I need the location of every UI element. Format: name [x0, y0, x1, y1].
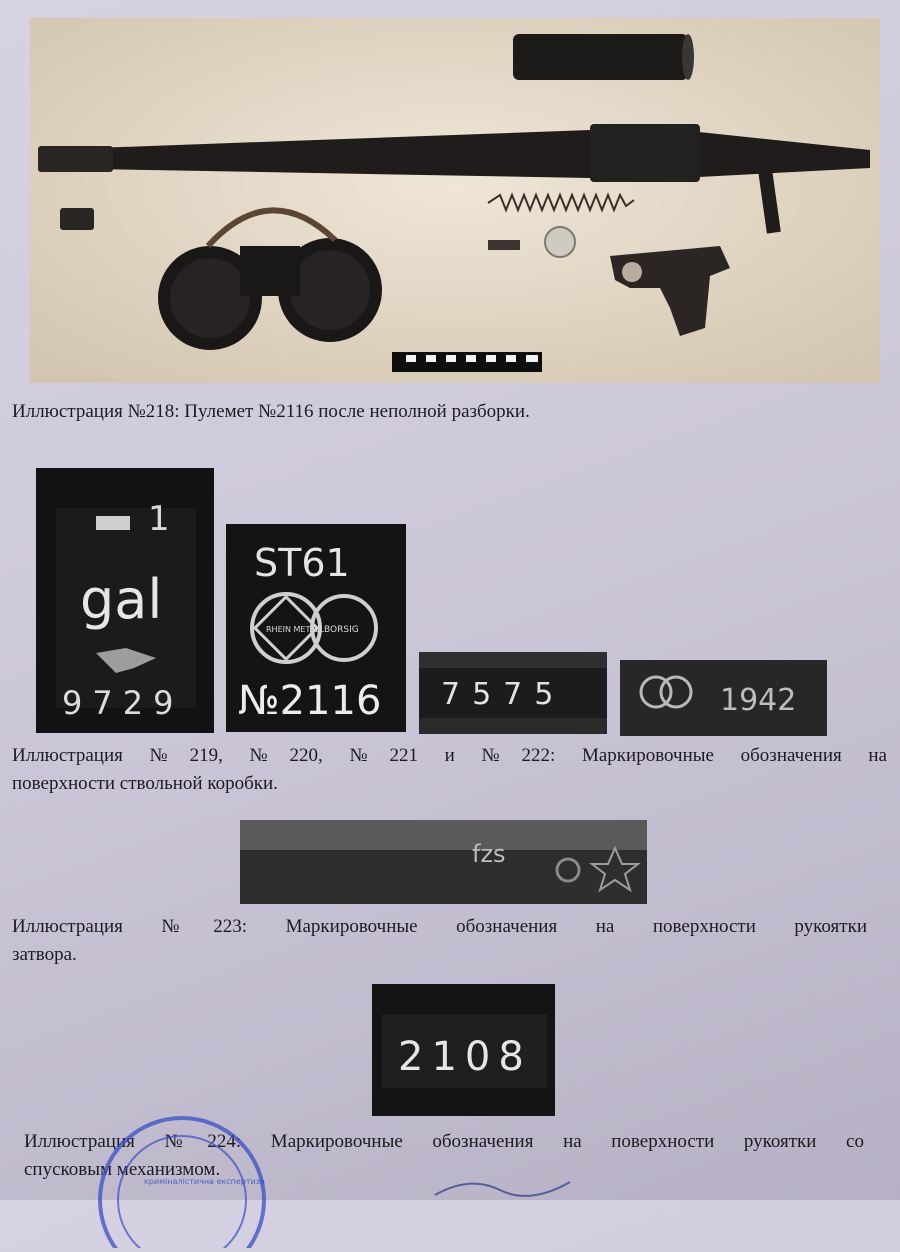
- figure-224-caption-line1: Иллюстрация №224: Маркировочные обозначения на поверхности рукоятки со: [24, 1131, 864, 1152]
- marking-219-mid: gal: [80, 568, 163, 631]
- marking-220-bottom: №2116: [238, 678, 382, 724]
- figure-219-222-caption-line2: поверхности ствольной коробки.: [12, 773, 278, 794]
- marking-220-top: ST61: [254, 541, 350, 585]
- stamp-text: криміналістична експертиза: [144, 1177, 265, 1186]
- figure-224-caption-line2: спусковым механизмом.: [24, 1159, 221, 1180]
- marking-219-top: 1: [148, 499, 170, 539]
- figure-223-caption-line2: затвора.: [12, 944, 77, 965]
- signature: [430, 1170, 590, 1200]
- photo-machine-gun-disassembled: [30, 18, 880, 383]
- photo-marking-219: [36, 468, 214, 733]
- photo-marking-221: [419, 652, 607, 734]
- official-stamp: [92, 1108, 272, 1248]
- figure-223-caption-line1: Иллюстрация №223: Маркировочные обозначения на поверхности рукоятки: [12, 916, 867, 937]
- photo-marking-224: [372, 984, 555, 1116]
- marking-220-logo-right: BORSIG: [324, 625, 359, 635]
- photo-marking-223: [240, 820, 647, 904]
- marking-222: 1942: [720, 683, 797, 718]
- figure-219-222-caption-line1: Иллюстрация №219, №220, №221 и №222: Маркировочные обозначения на: [12, 745, 887, 766]
- marking-224: 2108: [398, 1034, 532, 1080]
- figure-218-caption: Иллюстрация №218: Пулемет №2116 после неполной разборки.: [12, 401, 530, 422]
- photo-marking-220: [226, 524, 406, 732]
- marking-219-bottom: 9729: [62, 684, 184, 722]
- marking-223-right: fzs: [472, 840, 506, 868]
- photo-marking-222: [620, 660, 827, 736]
- marking-220-logo-left: RHEIN METALL: [266, 625, 325, 634]
- marking-221: 7575: [441, 677, 566, 712]
